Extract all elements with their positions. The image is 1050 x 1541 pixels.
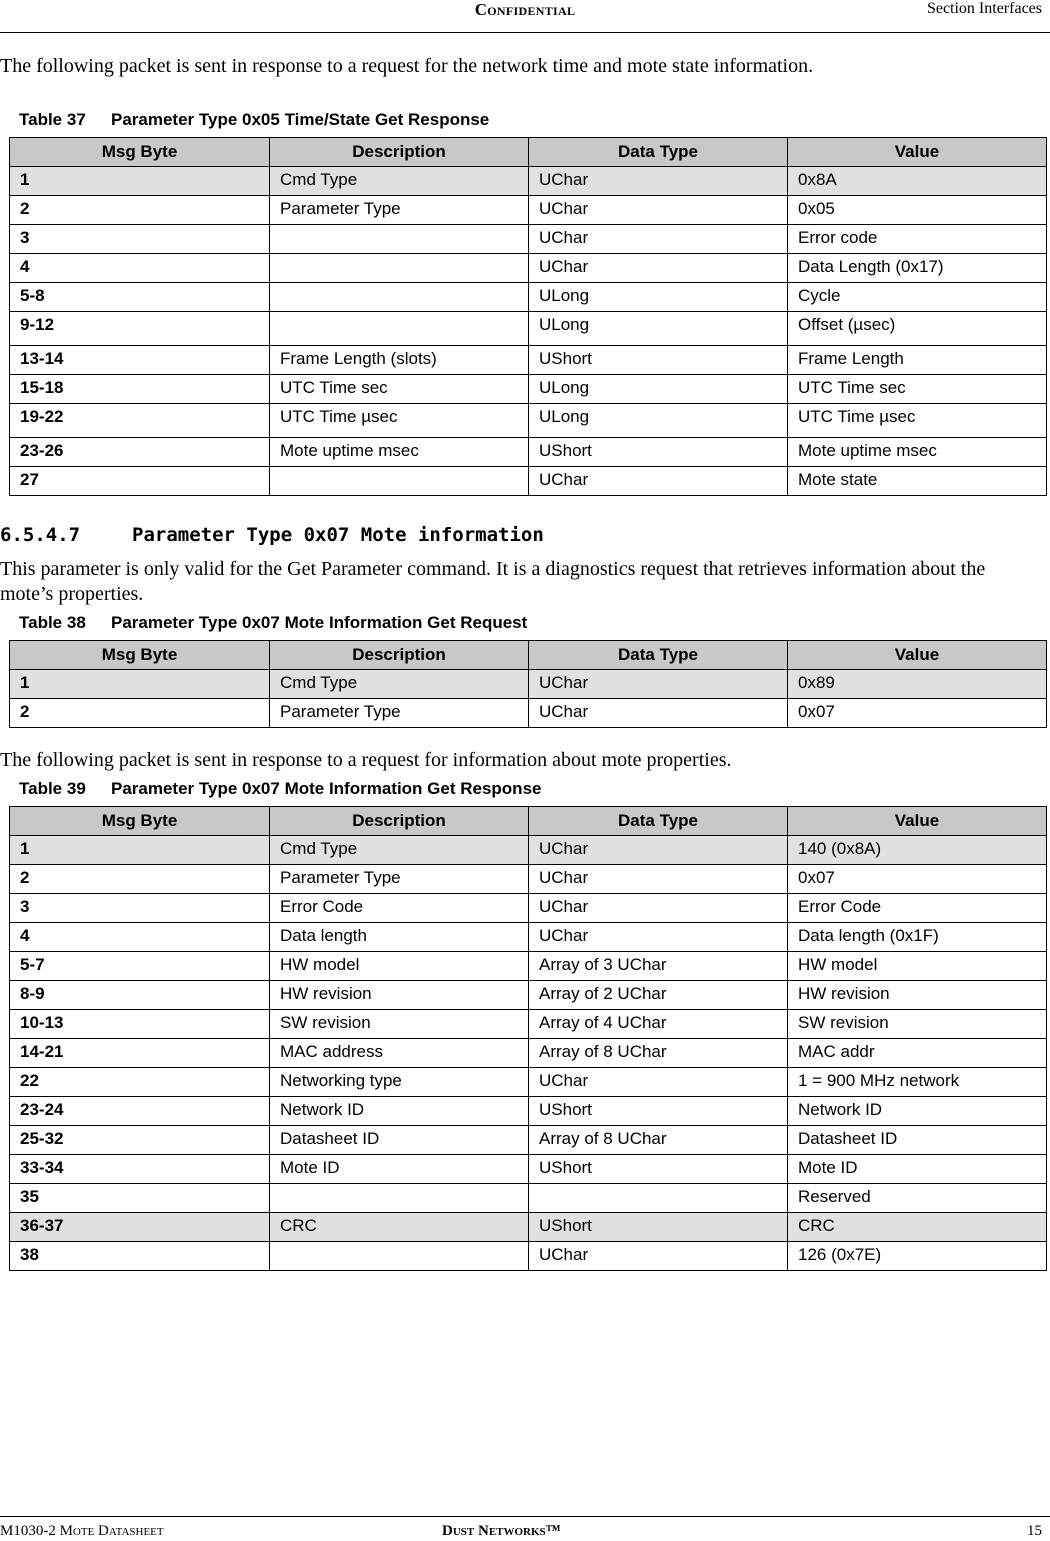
data-type-cell: ULong (529, 312, 788, 346)
column-header: Msg Byte (10, 807, 270, 836)
msg-byte-cell: 14-21 (10, 1039, 270, 1068)
data-type-cell: UShort (529, 438, 788, 467)
section-paragraph: This parameter is only valid for the Get Parameter command. It is a diagnostics request that retrieves information about the mote’s properties. (0, 558, 986, 605)
data-type-cell: ULong (529, 404, 788, 438)
description-cell: HW revision (270, 981, 529, 1010)
value-cell: Cycle (788, 283, 1047, 312)
table38-number: Table 38 (19, 613, 86, 632)
data-type-cell: UChar (529, 167, 788, 196)
msg-byte-cell: 15-18 (10, 375, 270, 404)
table37-caption (19, 110, 489, 130)
value-cell: HW revision (788, 981, 1047, 1010)
description-cell: Frame Length (slots) (270, 346, 529, 375)
data-type-cell: Array of 8 UChar (529, 1039, 788, 1068)
description-cell (270, 312, 529, 346)
description-cell: Datasheet ID (270, 1126, 529, 1155)
page-number: 15 (1027, 1523, 1042, 1539)
msg-byte-cell: 27 (10, 467, 270, 496)
table-row (10, 699, 1047, 728)
description-cell: Network ID (270, 1097, 529, 1126)
data-type-cell: Array of 3 UChar (529, 952, 788, 981)
msg-byte-cell: 25-32 (10, 1126, 270, 1155)
value-cell: UTC Time sec (788, 375, 1047, 404)
msg-byte-cell: 5-8 (10, 283, 270, 312)
data-type-cell: Array of 2 UChar (529, 981, 788, 1010)
value-cell: Error code (788, 225, 1047, 254)
value-cell: CRC (788, 1213, 1047, 1242)
value-cell: 0x07 (788, 865, 1047, 894)
value-cell: 126 (0x7E) (788, 1242, 1047, 1271)
table-row (10, 865, 1047, 894)
value-cell: Network ID (788, 1097, 1047, 1126)
description-cell: Mote uptime msec (270, 438, 529, 467)
msg-byte-cell: 36-37 (10, 1213, 270, 1242)
table39 (9, 806, 1047, 1271)
msg-byte-cell: 2 (10, 699, 270, 728)
table-row (10, 1097, 1047, 1126)
column-header: Data Type (529, 641, 788, 670)
data-type-cell: UChar (529, 670, 788, 699)
description-cell: Parameter Type (270, 699, 529, 728)
msg-byte-cell: 3 (10, 225, 270, 254)
description-cell: Cmd Type (270, 836, 529, 865)
msg-byte-cell: 9-12 (10, 312, 270, 346)
data-type-cell: ULong (529, 375, 788, 404)
msg-byte-cell: 3 (10, 894, 270, 923)
column-header: Value (788, 807, 1047, 836)
table-row (10, 1039, 1047, 1068)
data-type-cell: UChar (529, 1242, 788, 1271)
data-type-cell: UShort (529, 346, 788, 375)
page-footer (0, 1516, 1050, 1541)
section-heading (0, 524, 544, 546)
data-type-cell: UChar (529, 1068, 788, 1097)
table39-title: Parameter Type 0x07 Mote Information Get Response (111, 779, 542, 798)
header-row (10, 807, 1047, 836)
description-cell: HW model (270, 952, 529, 981)
section-title: Parameter Type 0x07 Mote information (132, 524, 544, 546)
table37-number: Table 37 (19, 110, 86, 129)
column-header: Data Type (529, 138, 788, 167)
data-type-cell: UChar (529, 225, 788, 254)
value-cell: 140 (0x8A) (788, 836, 1047, 865)
msg-byte-cell: 23-26 (10, 438, 270, 467)
value-cell: 0x07 (788, 699, 1047, 728)
description-cell (270, 1242, 529, 1271)
value-cell: Data Length (0x17) (788, 254, 1047, 283)
table-row (10, 670, 1047, 699)
table-row (10, 225, 1047, 254)
value-cell: UTC Time µsec (788, 404, 1047, 438)
value-cell: 0x05 (788, 196, 1047, 225)
value-cell: 0x8A (788, 167, 1047, 196)
description-cell: Data length (270, 923, 529, 952)
header-row (10, 641, 1047, 670)
description-cell: Cmd Type (270, 167, 529, 196)
table37 (9, 137, 1047, 496)
data-type-cell: UChar (529, 836, 788, 865)
msg-byte-cell: 1 (10, 836, 270, 865)
table-row (10, 196, 1047, 225)
value-cell: Error Code (788, 894, 1047, 923)
table39-number: Table 39 (19, 779, 86, 798)
msg-byte-cell: 4 (10, 254, 270, 283)
description-cell: Parameter Type (270, 196, 529, 225)
column-header: Description (270, 807, 529, 836)
value-cell: Offset (µsec) (788, 312, 1047, 346)
description-cell (270, 225, 529, 254)
value-cell: Data length (0x1F) (788, 923, 1047, 952)
data-type-cell: UChar (529, 894, 788, 923)
table-row (10, 254, 1047, 283)
data-type-cell: UChar (529, 865, 788, 894)
msg-byte-cell: 33-34 (10, 1155, 270, 1184)
table-row (10, 836, 1047, 865)
msg-byte-cell: 2 (10, 865, 270, 894)
table-row (10, 1242, 1047, 1271)
description-cell (270, 1184, 529, 1213)
description-cell: Mote ID (270, 1155, 529, 1184)
value-cell: 0x89 (788, 670, 1047, 699)
data-type-cell: UChar (529, 699, 788, 728)
response-paragraph: The following packet is sent in response to a request for information about mote properties. (0, 749, 732, 771)
table-row (10, 923, 1047, 952)
data-type-cell: Array of 8 UChar (529, 1126, 788, 1155)
msg-byte-cell: 10-13 (10, 1010, 270, 1039)
description-cell (270, 467, 529, 496)
data-type-cell (529, 1184, 788, 1213)
intro-paragraph: The following packet is sent in response to a request for the network time and mote state information. (0, 55, 814, 77)
footer-doc-title: M1030-2 Mote Datasheet (0, 1523, 164, 1539)
table-row (10, 467, 1047, 496)
description-cell: SW revision (270, 1010, 529, 1039)
table-row (10, 1184, 1047, 1213)
section-name: Section Interfaces (926, 0, 1042, 17)
confidential-label: Confidential (474, 0, 576, 19)
msg-byte-cell: 4 (10, 923, 270, 952)
msg-byte-cell: 2 (10, 196, 270, 225)
description-cell (270, 283, 529, 312)
table-row (10, 1155, 1047, 1184)
section-number: 6.5.4.7 (0, 524, 81, 546)
column-header: Data Type (529, 807, 788, 836)
msg-byte-cell: 13-14 (10, 346, 270, 375)
description-cell: Cmd Type (270, 670, 529, 699)
data-type-cell: UChar (529, 467, 788, 496)
description-cell (270, 254, 529, 283)
description-cell: Networking type (270, 1068, 529, 1097)
value-cell: Mote uptime msec (788, 438, 1047, 467)
footer-company: Dust Networks™ (442, 1523, 561, 1539)
description-cell: MAC address (270, 1039, 529, 1068)
table39-caption (19, 779, 541, 799)
value-cell: MAC addr (788, 1039, 1047, 1068)
data-type-cell: Array of 4 UChar (529, 1010, 788, 1039)
value-cell: 1 = 900 MHz network (788, 1068, 1047, 1097)
column-header: Msg Byte (10, 641, 270, 670)
table-row (10, 981, 1047, 1010)
msg-byte-cell: 35 (10, 1184, 270, 1213)
msg-byte-cell: 19-22 (10, 404, 270, 438)
msg-byte-cell: 5-7 (10, 952, 270, 981)
page-header (0, 0, 1050, 33)
data-type-cell: UShort (529, 1097, 788, 1126)
column-header: Msg Byte (10, 138, 270, 167)
value-cell: HW model (788, 952, 1047, 981)
column-header: Description (270, 641, 529, 670)
value-cell: Reserved (788, 1184, 1047, 1213)
table-row (10, 438, 1047, 467)
table38-title: Parameter Type 0x07 Mote Information Get Request (111, 613, 528, 632)
value-cell: Datasheet ID (788, 1126, 1047, 1155)
data-type-cell: UShort (529, 1155, 788, 1184)
value-cell: Frame Length (788, 346, 1047, 375)
data-type-cell: ULong (529, 283, 788, 312)
msg-byte-cell: 22 (10, 1068, 270, 1097)
description-cell: Parameter Type (270, 865, 529, 894)
column-header: Description (270, 138, 529, 167)
column-header: Value (788, 641, 1047, 670)
table-row (10, 404, 1047, 438)
column-header: Value (788, 138, 1047, 167)
table-row (10, 1126, 1047, 1155)
msg-byte-cell: 38 (10, 1242, 270, 1271)
data-type-cell: UChar (529, 923, 788, 952)
data-type-cell: UChar (529, 254, 788, 283)
description-cell: Error Code (270, 894, 529, 923)
data-type-cell: UShort (529, 1213, 788, 1242)
table-row (10, 312, 1047, 346)
msg-byte-cell: 1 (10, 670, 270, 699)
table-row (10, 283, 1047, 312)
value-cell: Mote state (788, 467, 1047, 496)
msg-byte-cell: 23-24 (10, 1097, 270, 1126)
header-row (10, 138, 1047, 167)
description-cell: UTC Time sec (270, 375, 529, 404)
table-row (10, 167, 1047, 196)
table38 (9, 640, 1047, 728)
table-row (10, 1213, 1047, 1242)
table-row (10, 375, 1047, 404)
table-row (10, 1010, 1047, 1039)
description-cell: CRC (270, 1213, 529, 1242)
table-row (10, 894, 1047, 923)
table38-caption (19, 613, 527, 633)
table-row (10, 1068, 1047, 1097)
value-cell: Mote ID (788, 1155, 1047, 1184)
table-row (10, 346, 1047, 375)
msg-byte-cell: 1 (10, 167, 270, 196)
description-cell: UTC Time µsec (270, 404, 529, 438)
table37-title: Parameter Type 0x05 Time/State Get Response (111, 110, 490, 129)
value-cell: SW revision (788, 1010, 1047, 1039)
table-row (10, 952, 1047, 981)
data-type-cell: UChar (529, 196, 788, 225)
msg-byte-cell: 8-9 (10, 981, 270, 1010)
